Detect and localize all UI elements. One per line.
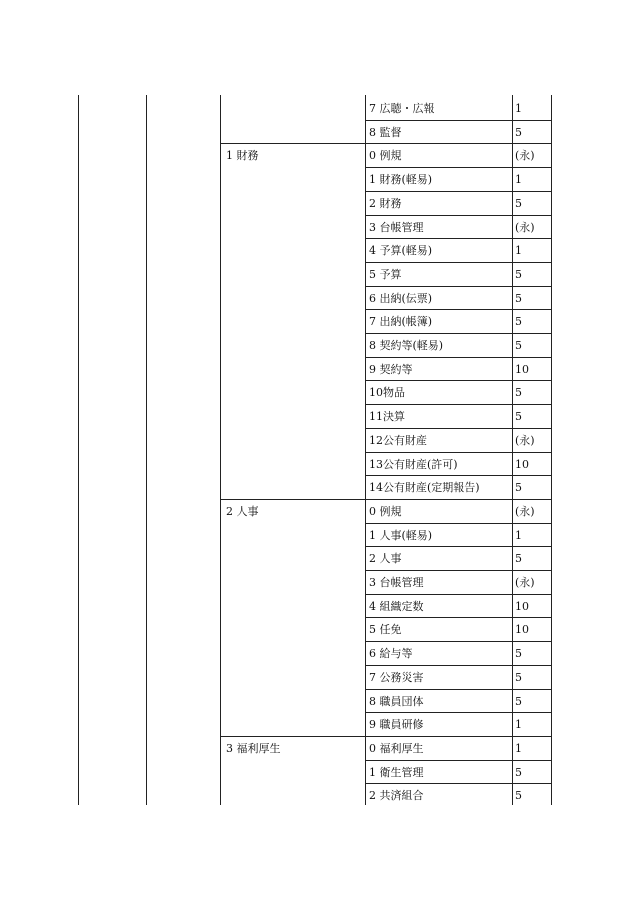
retention-period: 5 — [515, 552, 522, 565]
row-divider — [365, 215, 552, 216]
row-divider — [365, 665, 552, 666]
row-divider — [365, 380, 552, 381]
retention-period: 1 — [515, 742, 522, 755]
retention-period: (永) — [515, 221, 535, 234]
row-divider — [365, 262, 552, 263]
item-label: 10物品 — [369, 386, 405, 399]
retention-period: 1 — [515, 529, 522, 542]
retention-period: 10 — [515, 623, 529, 636]
row-divider — [365, 452, 552, 453]
retention-period: 5 — [515, 126, 522, 139]
column-line-1 — [78, 95, 79, 805]
item-label: 11決算 — [369, 410, 405, 423]
row-divider — [365, 333, 552, 334]
item-label: 7 公務災害 — [369, 671, 424, 684]
retention-period: 1 — [515, 244, 522, 257]
retention-period: 1 — [515, 173, 522, 186]
retention-period: (永) — [515, 576, 535, 589]
item-label: 0 福利厚生 — [369, 742, 424, 755]
category-label: 3 福利厚生 — [226, 742, 281, 755]
row-divider — [365, 760, 552, 761]
item-label: 3 台帳管理 — [369, 576, 424, 589]
retention-period: (永) — [515, 434, 535, 447]
row-divider — [365, 120, 552, 121]
row-divider — [365, 309, 552, 310]
column-line-3 — [220, 95, 221, 805]
item-label: 14公有財産(定期報告) — [369, 481, 480, 494]
row-divider — [365, 523, 552, 524]
row-divider — [365, 594, 552, 595]
item-label: 1 財務(軽易) — [369, 173, 433, 186]
retention-period: 5 — [515, 766, 522, 779]
retention-period: 5 — [515, 647, 522, 660]
row-divider — [365, 404, 552, 405]
row-divider — [365, 286, 552, 287]
row-divider — [365, 357, 552, 358]
category-label: 1 財務 — [226, 149, 259, 162]
row-divider — [365, 167, 552, 168]
row-divider — [365, 570, 552, 571]
item-label: 7 出納(帳簿) — [369, 315, 433, 328]
retention-period: 5 — [515, 339, 522, 352]
retention-period: 10 — [515, 363, 529, 376]
retention-period: (永) — [515, 505, 535, 518]
item-label: 0 例規 — [369, 505, 402, 518]
item-label: 5 任免 — [369, 623, 402, 636]
item-label: 5 予算 — [369, 268, 402, 281]
item-label: 8 契約等(軽易) — [369, 339, 444, 352]
row-divider — [365, 641, 552, 642]
row-divider — [365, 546, 552, 547]
retention-period: 10 — [515, 600, 529, 613]
retention-period: 5 — [515, 292, 522, 305]
retention-period: 5 — [515, 695, 522, 708]
item-label: 3 台帳管理 — [369, 221, 424, 234]
row-divider — [365, 475, 552, 476]
row-divider — [365, 689, 552, 690]
column-line-4 — [365, 95, 366, 805]
item-label: 6 給与等 — [369, 647, 413, 660]
item-label: 4 組織定数 — [369, 600, 424, 613]
retention-period: 5 — [515, 481, 522, 494]
retention-period: 5 — [515, 268, 522, 281]
item-label: 1 人事(軽易) — [369, 529, 433, 542]
item-label: 7 広聴・広報 — [369, 102, 435, 115]
row-divider — [365, 712, 552, 713]
row-divider — [365, 428, 552, 429]
retention-period: 5 — [515, 410, 522, 423]
retention-period: 10 — [515, 458, 529, 471]
retention-period: 1 — [515, 102, 522, 115]
group-divider — [220, 499, 552, 500]
item-label: 9 契約等 — [369, 363, 413, 376]
row-divider — [365, 617, 552, 618]
column-line-6 — [551, 95, 552, 805]
item-label: 1 衛生管理 — [369, 766, 424, 779]
column-line-5 — [512, 95, 513, 805]
item-label: 0 例規 — [369, 149, 402, 162]
column-line-2 — [146, 95, 147, 805]
category-label: 2 人事 — [226, 505, 259, 518]
item-label: 8 職員団体 — [369, 695, 424, 708]
item-label: 4 予算(軽易) — [369, 244, 433, 257]
retention-period: 1 — [515, 718, 522, 731]
retention-period: 5 — [515, 386, 522, 399]
retention-period: 5 — [515, 197, 522, 210]
item-label: 8 監督 — [369, 126, 402, 139]
item-label: 9 職員研修 — [369, 718, 424, 731]
item-label: 2 共済組合 — [369, 789, 424, 802]
group-divider — [220, 143, 552, 144]
group-divider — [220, 736, 552, 737]
item-label: 12公有財産 — [369, 434, 427, 447]
retention-period: 5 — [515, 671, 522, 684]
retention-period: 5 — [515, 315, 522, 328]
retention-period: (永) — [515, 149, 535, 162]
item-label: 2 財務 — [369, 197, 402, 210]
row-divider — [365, 783, 552, 784]
item-label: 13公有財産(許可) — [369, 458, 458, 471]
row-divider — [365, 191, 552, 192]
retention-period: 5 — [515, 789, 522, 802]
item-label: 6 出納(伝票) — [369, 292, 433, 305]
row-divider — [365, 238, 552, 239]
item-label: 2 人事 — [369, 552, 402, 565]
